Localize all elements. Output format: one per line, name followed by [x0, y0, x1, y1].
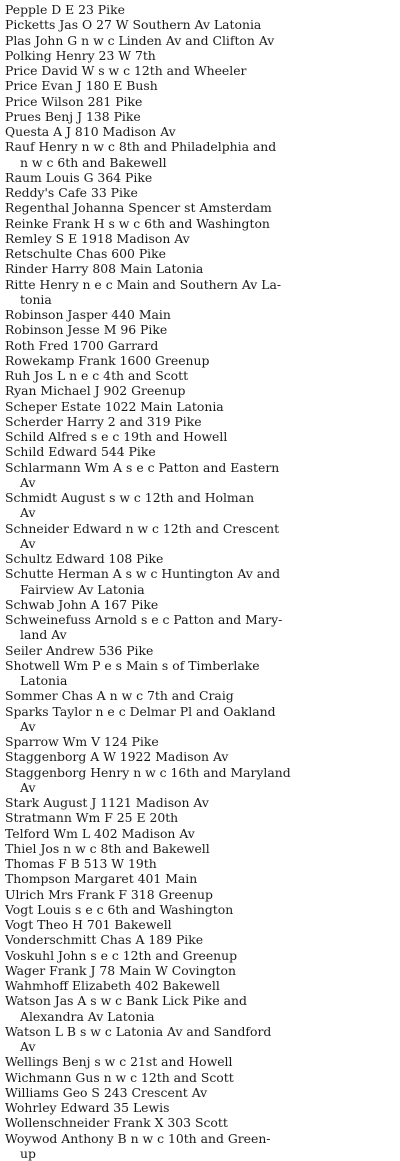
directory-entry [5, 63, 397, 78]
entry-line: Ruh Jos L n e c 4th and Scott [5, 368, 397, 383]
directory-entry [5, 261, 397, 276]
entry-continuation-line: Av [5, 719, 397, 734]
directory-entry [5, 734, 397, 749]
directory-entry [5, 429, 397, 444]
entry-line: Retschulte Chas 600 Pike [5, 246, 397, 261]
entry-line: Watson Jas A s w c Bank Lick Pike and [5, 993, 397, 1008]
entry-line: Wohrley Edward 35 Lewis [5, 1100, 397, 1115]
directory-entry [5, 1100, 397, 1115]
directory-entry [5, 566, 397, 597]
directory-entry [5, 612, 397, 643]
directory-entry [5, 963, 397, 978]
entry-line: Staggenborg Henry n w c 16th and Maryland [5, 765, 397, 780]
entry-line: Plas John G n w c Linden Av and Clifton Av [5, 33, 397, 48]
entry-continuation-line: Alexandra Av Latonia [5, 1009, 397, 1024]
directory-entry [5, 200, 397, 215]
directory-entry [5, 765, 397, 796]
directory-entry [5, 139, 397, 170]
directory-entry [5, 749, 397, 764]
directory-entry [5, 1024, 397, 1055]
directory-entry [5, 1054, 397, 1069]
directory-entry [5, 521, 397, 552]
directory-entry [5, 1131, 397, 1161]
entry-line: Roth Fred 1700 Garrard [5, 338, 397, 353]
directory-entry [5, 551, 397, 566]
directory-entry [5, 246, 397, 261]
directory-entry [5, 460, 397, 491]
entry-line: Schultz Edward 108 Pike [5, 551, 397, 566]
entry-line: Williams Geo S 243 Crescent Av [5, 1085, 397, 1100]
entry-line: Price Wilson 281 Pike [5, 94, 397, 109]
entry-line: Vogt Louis s e c 6th and Washington [5, 902, 397, 917]
entry-line: Vogt Theo H 701 Bakewell [5, 917, 397, 932]
directory-entry [5, 887, 397, 902]
entry-line: Wollenschneider Frank X 303 Scott [5, 1115, 397, 1130]
entry-line: Stratmann Wm F 25 E 20th [5, 810, 397, 825]
directory-entry [5, 1070, 397, 1085]
entry-continuation-line: up [5, 1146, 397, 1161]
entry-line: Stark August J 1121 Madison Av [5, 795, 397, 810]
directory-entry [5, 231, 397, 246]
entry-line: Remley S E 1918 Madison Av [5, 231, 397, 246]
entry-line: Ulrich Mrs Frank F 318 Greenup [5, 887, 397, 902]
directory-entry [5, 795, 397, 810]
directory-entry [5, 902, 397, 917]
directory-entry [5, 444, 397, 459]
entry-line: Ryan Michael J 902 Greenup [5, 383, 397, 398]
entry-continuation-line: Fairview Av Latonia [5, 582, 397, 597]
entry-line: Rinder Harry 808 Main Latonia [5, 261, 397, 276]
entry-line: Rowekamp Frank 1600 Greenup [5, 353, 397, 368]
directory-entry [5, 48, 397, 63]
entry-line: Scherder Harry 2 and 319 Pike [5, 414, 397, 429]
entry-continuation-line: Av [5, 475, 397, 490]
entry-continuation-line: land Av [5, 627, 397, 642]
entry-line: Thomas F B 513 W 19th [5, 856, 397, 871]
entry-line: Thompson Margaret 401 Main [5, 871, 397, 886]
entry-line: Thiel Jos n w c 8th and Bakewell [5, 841, 397, 856]
entry-line: Questa A J 810 Madison Av [5, 124, 397, 139]
directory-entry [5, 826, 397, 841]
entry-line: Wager Frank J 78 Main W Covington [5, 963, 397, 978]
entry-line: Reddy's Cafe 33 Pike [5, 185, 397, 200]
directory-entry [5, 17, 397, 32]
directory-entry [5, 917, 397, 932]
entry-line: Regenthal Johanna Spencer st Amsterdam [5, 200, 397, 215]
entry-line: Woywod Anthony B n w c 10th and Green- [5, 1131, 397, 1146]
directory-entry [5, 1115, 397, 1130]
entry-continuation-line: tonia [5, 292, 397, 307]
directory-entry [5, 490, 397, 521]
entry-line: Raum Louis G 364 Pike [5, 170, 397, 185]
directory-entry [5, 185, 397, 200]
entry-line: Wellings Benj s w c 21st and Howell [5, 1054, 397, 1069]
entry-line: Wahmhoff Elizabeth 402 Bakewell [5, 978, 397, 993]
entry-line: Voskuhl John s e c 12th and Greenup [5, 948, 397, 963]
entry-line: Seiler Andrew 536 Pike [5, 643, 397, 658]
directory-entry [5, 643, 397, 658]
directory-entry [5, 277, 397, 308]
directory-entry [5, 78, 397, 93]
directory-entry [5, 2, 397, 17]
entry-line: Polking Henry 23 W 7th [5, 48, 397, 63]
entry-line: Sparks Taylor n e c Delmar Pl and Oakland [5, 704, 397, 719]
directory-entry [5, 704, 397, 735]
entry-line: Vonderschmitt Chas A 189 Pike [5, 932, 397, 947]
entry-line: Robinson Jesse M 96 Pike [5, 322, 397, 337]
entry-line: Schild Alfred s e c 19th and Howell [5, 429, 397, 444]
entry-continuation-line: Av [5, 505, 397, 520]
directory-entry [5, 932, 397, 947]
directory-entry [5, 993, 397, 1024]
entry-line: Price Evan J 180 E Bush [5, 78, 397, 93]
entry-line: Shotwell Wm P e s Main s of Timberlake [5, 658, 397, 673]
directory-entry [5, 658, 397, 689]
directory-entry [5, 94, 397, 109]
entry-line: Watson L B s w c Latonia Av and Sandford [5, 1024, 397, 1039]
entry-line: Sparrow Wm V 124 Pike [5, 734, 397, 749]
directory-entry [5, 810, 397, 825]
entry-line: Scheper Estate 1022 Main Latonia [5, 399, 397, 414]
entry-line: Schlarmann Wm A s e c Patton and Eastern [5, 460, 397, 475]
entry-line: Telford Wm L 402 Madison Av [5, 826, 397, 841]
entry-line: Schneider Edward n w c 12th and Crescent [5, 521, 397, 536]
entry-line: Reinke Frank H s w c 6th and Washington [5, 216, 397, 231]
directory-entry [5, 368, 397, 383]
entry-line: Schweinefuss Arnold s e c Patton and Mary- [5, 612, 397, 627]
entry-line: Schwab John A 167 Pike [5, 597, 397, 612]
directory-entry [5, 170, 397, 185]
directory-entry [5, 216, 397, 231]
directory-entry [5, 948, 397, 963]
entry-continuation-line: Av [5, 780, 397, 795]
directory-entry [5, 383, 397, 398]
directory-entry [5, 124, 397, 139]
directory-entry [5, 307, 397, 322]
directory-entry [5, 1085, 397, 1100]
entry-line: Pepple D E 23 Pike [5, 2, 397, 17]
entry-continuation-line: Av [5, 536, 397, 551]
entry-line: Sommer Chas A n w c 7th and Craig [5, 688, 397, 703]
directory-entry [5, 856, 397, 871]
directory-entry [5, 33, 397, 48]
directory-entry [5, 841, 397, 856]
directory-entry [5, 871, 397, 886]
entry-line: Schutte Herman A s w c Huntington Av and [5, 566, 397, 581]
entry-line: Wichmann Gus n w c 12th and Scott [5, 1070, 397, 1085]
directory-entry [5, 399, 397, 414]
directory-entry [5, 338, 397, 353]
entry-line: Rauf Henry n w c 8th and Philadelphia and [5, 139, 397, 154]
entry-line: Schild Edward 544 Pike [5, 444, 397, 459]
entry-line: Ritte Henry n e c Main and Southern Av La- [5, 277, 397, 292]
directory-entry [5, 597, 397, 612]
entry-line: Robinson Jasper 440 Main [5, 307, 397, 322]
entry-continuation-line: Latonia [5, 673, 397, 688]
entry-line: Prues Benj J 138 Pike [5, 109, 397, 124]
directory-entry [5, 322, 397, 337]
entry-line: Staggenborg A W 1922 Madison Av [5, 749, 397, 764]
entry-continuation-line: n w c 6th and Bakewell [5, 155, 397, 170]
entry-line: Picketts Jas O 27 W Southern Av Latonia [5, 17, 397, 32]
directory-entry [5, 688, 397, 703]
entry-line: Schmidt August s w c 12th and Holman [5, 490, 397, 505]
entry-line: Price David W s w c 12th and Wheeler [5, 63, 397, 78]
directory-entry [5, 353, 397, 368]
directory-entry [5, 978, 397, 993]
directory-entry [5, 414, 397, 429]
entry-continuation-line: Av [5, 1039, 397, 1054]
directory-entry [5, 109, 397, 124]
